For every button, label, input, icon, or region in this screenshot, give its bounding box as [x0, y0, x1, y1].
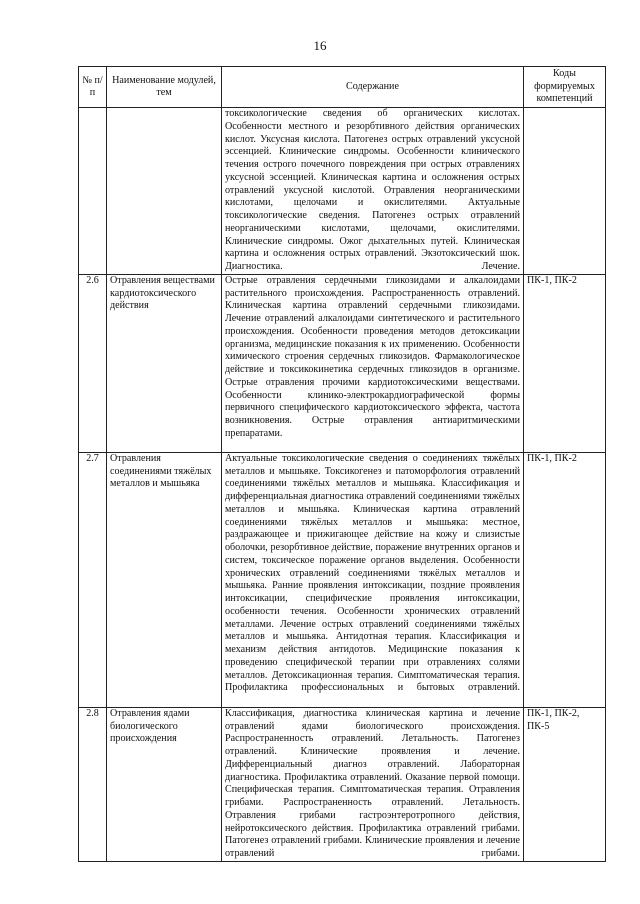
row-name [107, 108, 222, 275]
row-num: 2.6 [79, 274, 107, 452]
row-name: Отравления ядами биологического происхождения [107, 707, 222, 861]
row-name: Отравления веществами кардиотоксического действия [107, 274, 222, 452]
header-num: № п/п [79, 67, 107, 108]
row-num [79, 108, 107, 275]
row-codes: ПК-1, ПК-2 [524, 274, 606, 452]
row-content: токсикологические сведения об органических кислотах. Особенности местного и резорбтивного действия органических кислот. Уксусная кислота. Патогенез острых отравлений уксусной эссенцией. Клинические синдромы. Особенности клинического течения острого почечного повреждения при острых отравлениях уксусной эссенцией. Клиническая картина и осложнения острых отравлений уксусной кислотой. Отравления неорганическими кислотами, щелочами и окислителями. Актуальные токсикологические сведения. Патогенез острых отравлений неорганическими кислотами, щелочами, окислителями. Клинические синдромы. Ожог дыхательных путей. Клиническая картина и осложнения острых отравлений. Экзотоксический шок. Диагностика. Лечение. [222, 108, 524, 275]
page-number: 16 [313, 38, 327, 53]
header-codes: Коды формируемых компетенций [524, 67, 606, 108]
row-num: 2.7 [79, 452, 107, 707]
header-content: Содержание [222, 67, 524, 108]
table-body [79, 108, 606, 862]
table-row [79, 274, 606, 452]
header-row [79, 67, 606, 108]
curriculum-table [78, 66, 606, 862]
row-name: Отравления соединениями тяжёлых металлов и мышьяка [107, 452, 222, 707]
row-content: Актуальные токсикологические сведения о соединениях тяжёлых металлов и мышьяке. Токсикогенез и патоморфология отравлений соединениями тяжёлых металлов и мышьяка. Классификация и дифференциальная диагностика отравлений соединениями тяжёлых металлов и мышьяка. Клиническая картина отравлений соединениями тяжёлых металлов и мышьяка: местное, раздражающее и прижигающее действие на кожу и слизистые оболочки, резорбтивное действие, поражение внутренних органов и систем, токсическое поражение органов выделения. Особенности хронических отравлений соединениями тяжёлых металлов и мышьяка. Ранние проявления интоксикации, поздние проявления интоксикации, специфические проявления интоксикации, особенности течения. Особенности хронических отравлений металлами. Лечение острых отравлений соединениями тяжёлых металлов и мышьяка. Антидотная терапия. Классификация и механизм действия антидотов. Медицинские показания к проведению специфической терапии при отравлениях солями металлов. Детоксикационная терапия. Симптоматическая терапия. Профилактика профессиональных и бытовых отравлений. [222, 452, 524, 707]
row-codes: ПК-1, ПК-2, ПК-5 [524, 707, 606, 861]
table-row [79, 108, 606, 275]
table-row [79, 452, 606, 707]
table-header [79, 67, 606, 108]
table-row [79, 707, 606, 861]
row-num: 2.8 [79, 707, 107, 861]
row-codes: ПК-1, ПК-2 [524, 452, 606, 707]
row-content: Острые отравления сердечными гликозидами и алкалоидами растительного происхождения. Распространенность отравлений. Клиническая картина отравлений сердечными гликозидами. Лечение отравлений алкалоидами синтетического и растительного происхождения. Особенности проведения методов детоксикации организма, медицинские показания к их применению. Особенности химического строения сердечных гликозидов. Фармакологическое действие и токсикокинетика сердечных гликозидов в организме. Острые отравления прочими кардиотоксическими веществами. Особенности клинико-электрокардиографической формы первичного специфического кардиотоксического эффекта, частота возникновения. Острые отравления антиаритмическими препаратами. [222, 274, 524, 452]
row-codes [524, 108, 606, 275]
header-name: Наименование модулей, тем [107, 67, 222, 108]
row-content: Классификация, диагностика клиническая картина и лечение отравлений ядами биологического происхождения. Распространенность отравлений. Летальность. Патогенез отравлений. Клинические проявления и лечение. Дифференциальный диагноз отравлений. Лабораторная диагностика. Профилактика отравлений. Оказание первой помощи. Специфическая терапия. Симптоматическая терапия. Отравления грибами. Распространенность отравлений. Летальность. Отравления грибами гастроэнтеротропного действия, нейротоксического действия. Профилактика отравлений грибами. Патогенез отравлений грибами. Клинические проявления и лечение отравлений грибами. [222, 707, 524, 861]
